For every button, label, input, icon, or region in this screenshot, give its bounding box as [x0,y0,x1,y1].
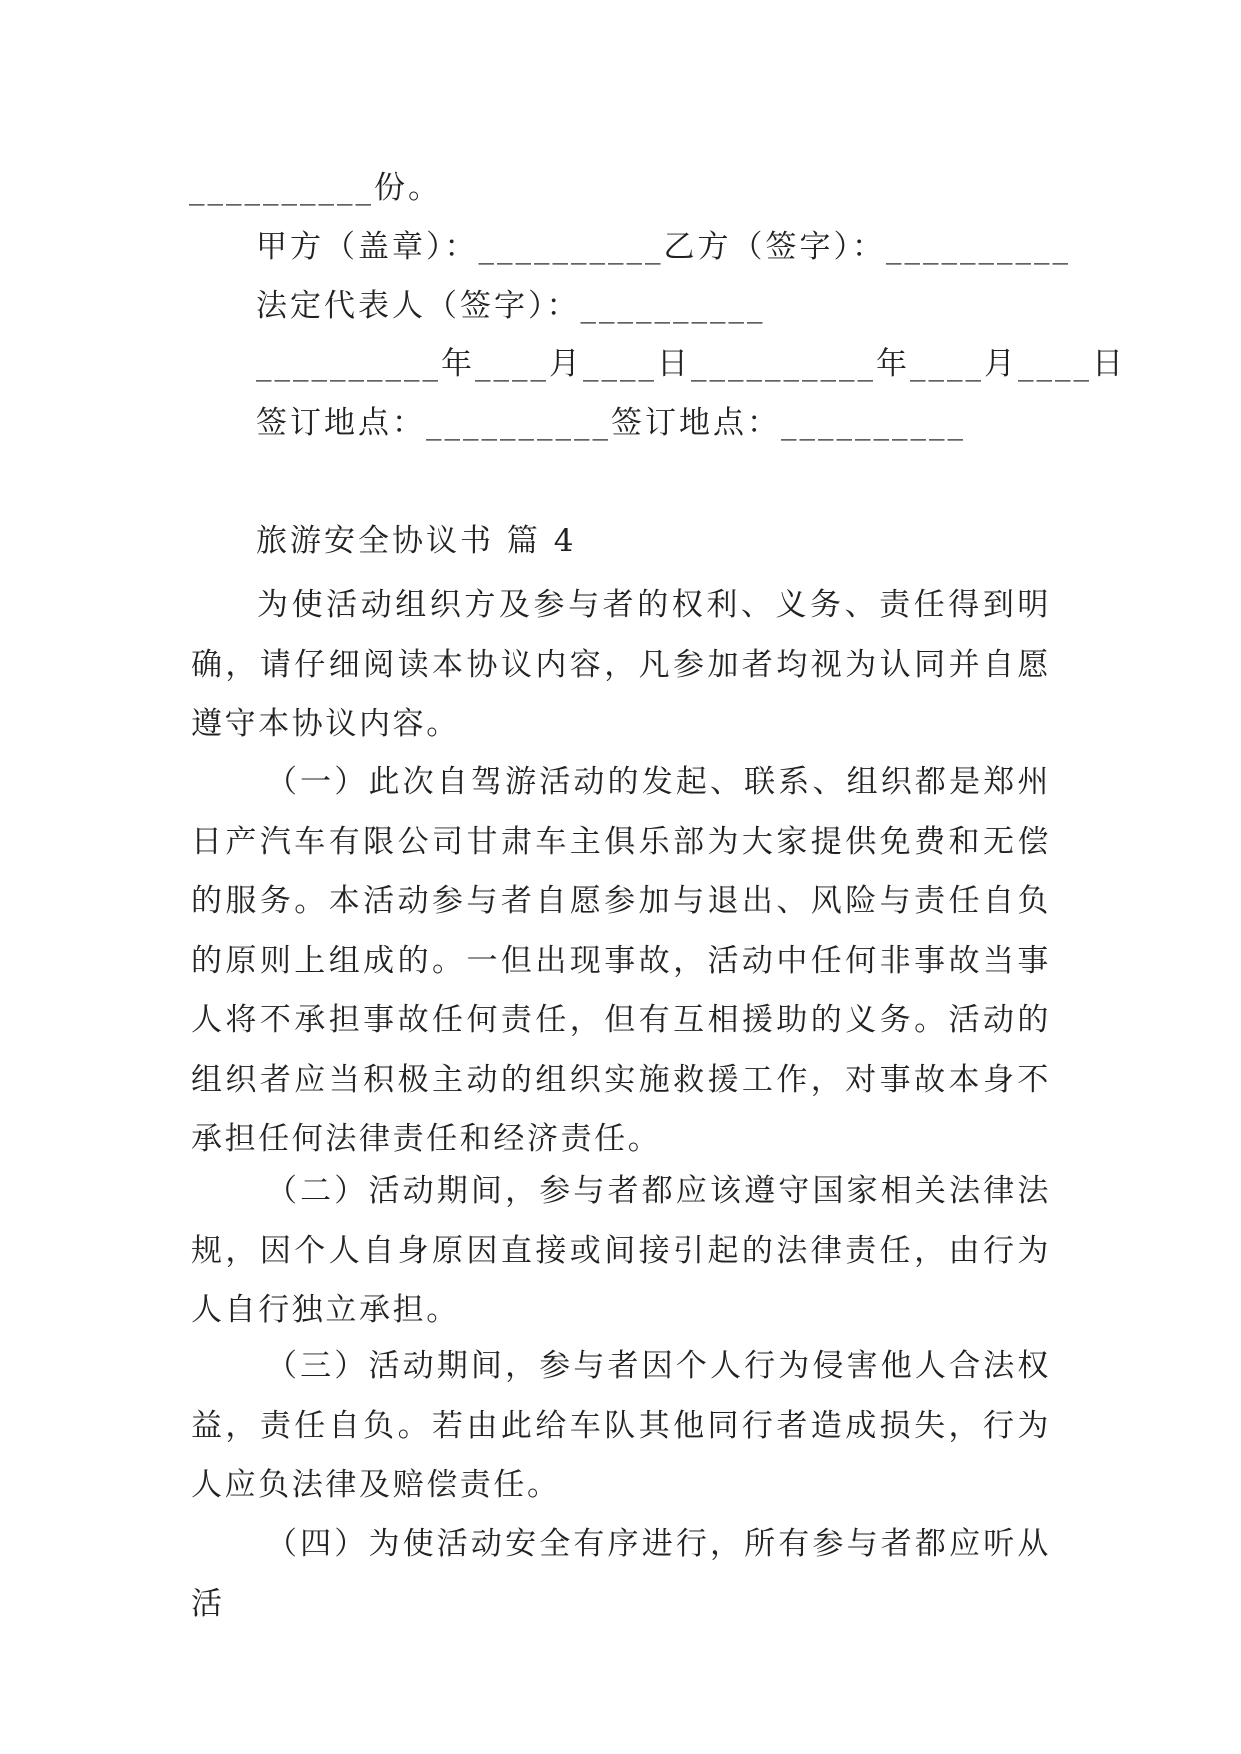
copies-line: __________份。 [189,170,442,206]
clause-2: （二）活动期间，参与者都应该遵守国家相关法律法规，因个人自身原因直接或间接引起的法律责任，由行为人自行独立承担。 [191,1173,1051,1328]
clause-3: （三）活动期间，参与者因个人行为侵害他人合法权益，责任自负。若由此给车队其他同行者造成损失，行为人应负法律及赔偿责任。 [191,1348,1051,1503]
section-title: 旅游安全协议书 篇 4 [256,523,577,559]
intro-paragraph: 为使活动组织方及参与者的权利、义务、责任得到明确，请仔细阅读本协议内容，凡参加者均视为认同并自愿遵守本协议内容。 [191,587,1051,742]
date-line: __________年____月____日__________年____月____日 [256,346,1126,382]
legal-representative-line: 法定代表人（签字）：__________ [256,288,766,324]
clause-4: （四）为使活动安全有序进行，所有参与者都应听从活 [191,1526,1051,1622]
clause-1: （一）此次自驾游活动的发起、联系、组织都是郑州日产汽车有限公司甘肃车主俱乐部为大家提供免费和无偿的服务。本活动参与者自愿参加与退出、风险与责任自负的原则上组成的。一但出现事故，活动中任何非事故当事人将不承担事故任何责任，但有互相援助的义务。活动的组织者应当积极主动的组织实施救援工作，对事故本身不承担任何法律责任和经济责任。 [191,764,1051,1157]
party-signature-line: 甲方（盖章）：__________乙方（签字）：__________ [256,229,1071,265]
signing-place-line: 签订地点：__________签订地点：__________ [256,405,966,441]
